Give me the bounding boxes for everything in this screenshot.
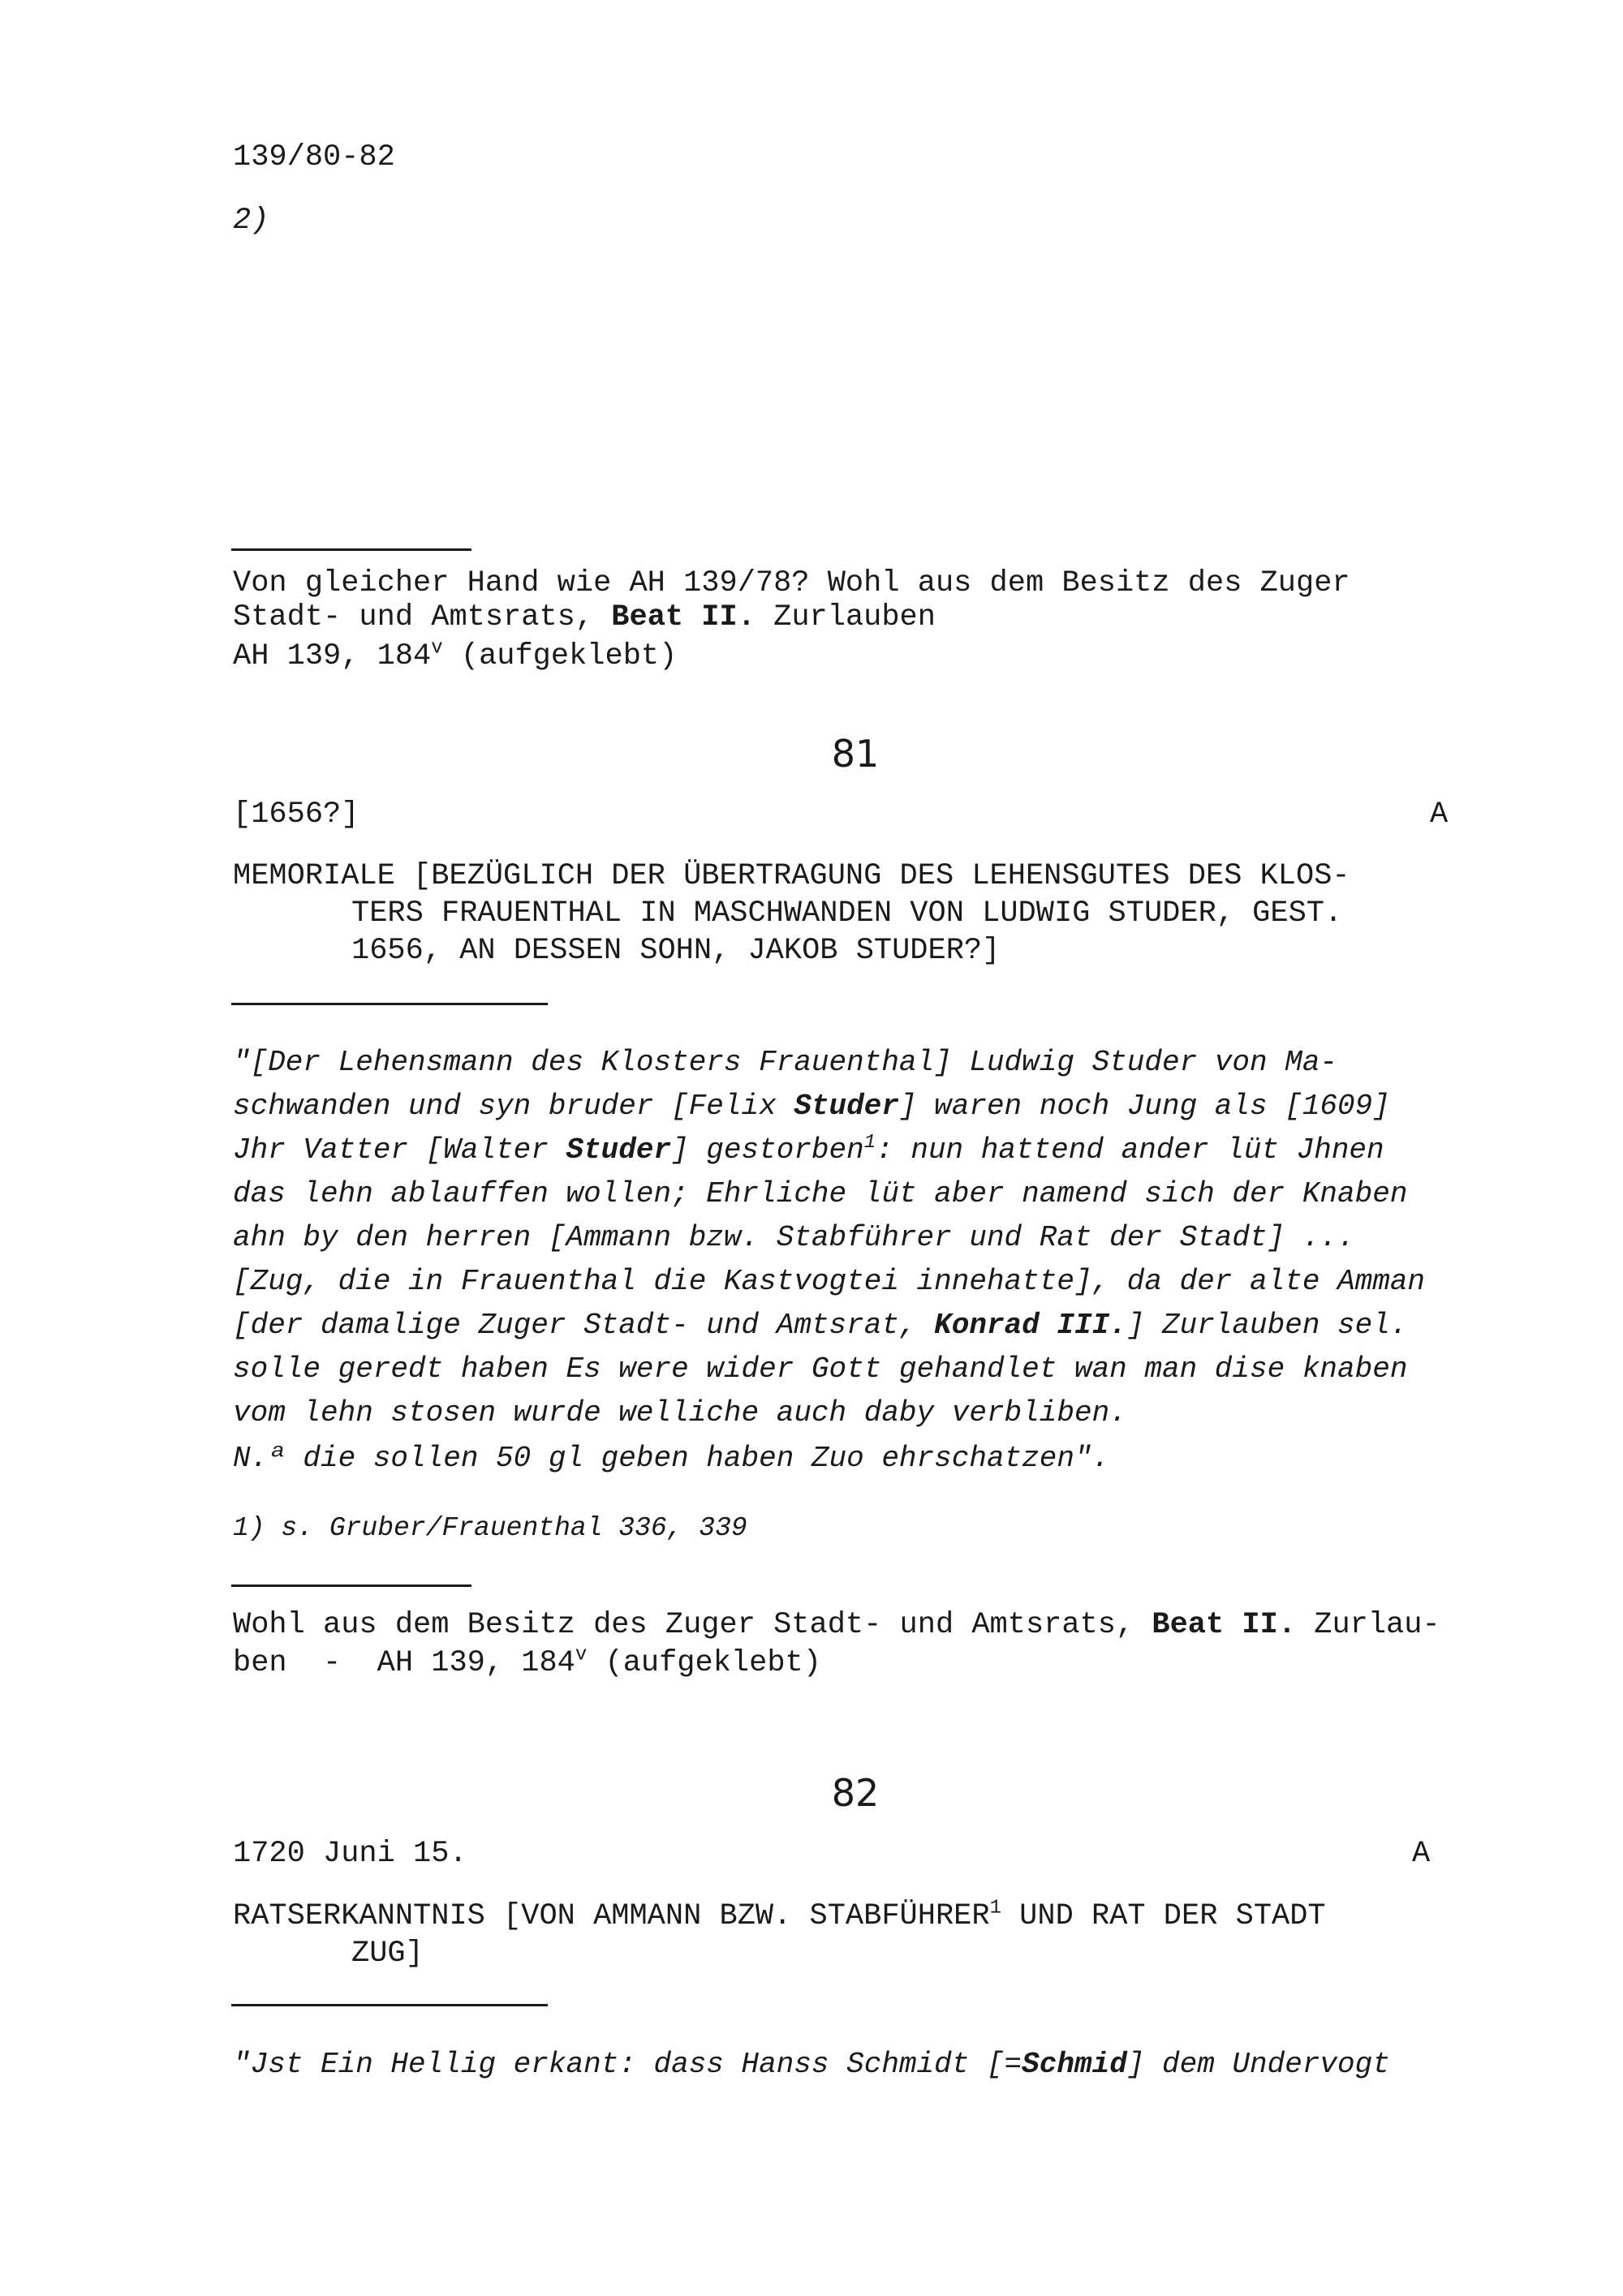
- person-name: Konrad III.: [934, 1309, 1127, 1342]
- footnote: 1) s. Gruber/Frauenthal 336, 339: [233, 1513, 747, 1543]
- document-title-line-1: RATSERKANNTNIS [VON AMMANN BZW. STABFÜHRER$^1$ UND RAT DER STADT: [233, 1897, 1326, 1933]
- page-reference: 139/80-82: [233, 140, 395, 174]
- document-title-line-2: ZUG]: [351, 1937, 424, 1971]
- archive-reference: AH 139, 184$^v$ (aufgeklebt): [233, 637, 678, 673]
- document-date: [1656?]: [233, 798, 359, 832]
- quote-line: solle geredt haben Es were wider Gott gehandlet wan man dise knaben: [233, 1352, 1408, 1386]
- quote-line: ahn by den herren [Ammann bzw. Stabführer und Rat der Stadt] ...: [233, 1221, 1355, 1254]
- quote-line: Jhr Vatter [Walter Studer] gestorben$^1$: nun hattend ander lüt Jhnen: [233, 1132, 1384, 1167]
- document-title-line-1: MEMORIALE [BEZÜGLICH DER ÜBERTRAGUNG DES LEHENSGUTES DES KLOS-: [233, 859, 1350, 893]
- person-name: Beat II.: [611, 600, 756, 634]
- document-title-line-2: TERS FRAUENTHAL IN MASCHWANDEN VON LUDWIG STUDER, GEST.: [351, 896, 1343, 931]
- person-name: Studer: [794, 1090, 899, 1123]
- footnote-reference: 1: [863, 1132, 876, 1154]
- archive-reference: ben - AH 139, 184$^v$ (aufgeklebt): [233, 1644, 821, 1680]
- document-date: 1720 Juni 15.: [233, 1837, 467, 1871]
- person-name: Beat II.: [1152, 1608, 1297, 1642]
- quote-line: schwanden und syn bruder [Felix Studer] waren noch Jung als [1609]: [233, 1090, 1390, 1123]
- document-number: 82: [831, 1771, 880, 1815]
- person-name: Studer: [566, 1133, 672, 1167]
- quote-line: N.ª die sollen 50 gl geben haben Zuo ehrschatzen".: [233, 1442, 1110, 1475]
- quote-line: [der damalige Zuger Stadt- und Amtsrat, Konrad III.] Zurlauben sel.: [233, 1309, 1408, 1342]
- footnote-divider: [231, 548, 471, 551]
- source-note-line-1: Wohl aus dem Besitz des Zuger Stadt- und Amtsrats, Beat II. Zurlau-: [233, 1608, 1440, 1642]
- source-note-line-1: Von gleicher Hand wie AH 139/78? Wohl aus dem Besitz des Zuger: [233, 566, 1350, 600]
- document-title-line-3: 1656, AN DESSEN SOHN, JAKOB STUDER?]: [351, 934, 1001, 968]
- title-divider: [231, 2004, 548, 2006]
- quote-line: "[Der Lehensmann des Klosters Frauenthal] Ludwig Studer von Ma-: [233, 1046, 1338, 1079]
- footnote-marker: 2): [233, 204, 269, 238]
- title-divider: [231, 1003, 548, 1005]
- document-type-marker: A: [1430, 798, 1449, 832]
- document-number: 81: [831, 732, 880, 776]
- person-name: Schmid: [1022, 2048, 1127, 2081]
- footnote-divider: [231, 1584, 471, 1587]
- document-type-marker: A: [1412, 1837, 1431, 1871]
- quote-line: vom lehn stosen wurde welliche auch daby verbliben.: [233, 1396, 1127, 1430]
- quote-line: "Jst Ein Hellig erkant: dass Hanss Schmidt [=Schmid] dem Undervogt: [233, 2048, 1390, 2081]
- quote-line: [Zug, die in Frauenthal die Kastvogtei innehatte], da der alte Amman: [233, 1265, 1426, 1298]
- quote-line: das lehn ablauffen wollen; Ehrliche lüt aber namend sich der Knaben: [233, 1177, 1408, 1210]
- footnote-reference: 1: [989, 1897, 1001, 1920]
- source-note-line-2: Stadt- und Amtsrats, Beat II. Zurlauben: [233, 600, 936, 634]
